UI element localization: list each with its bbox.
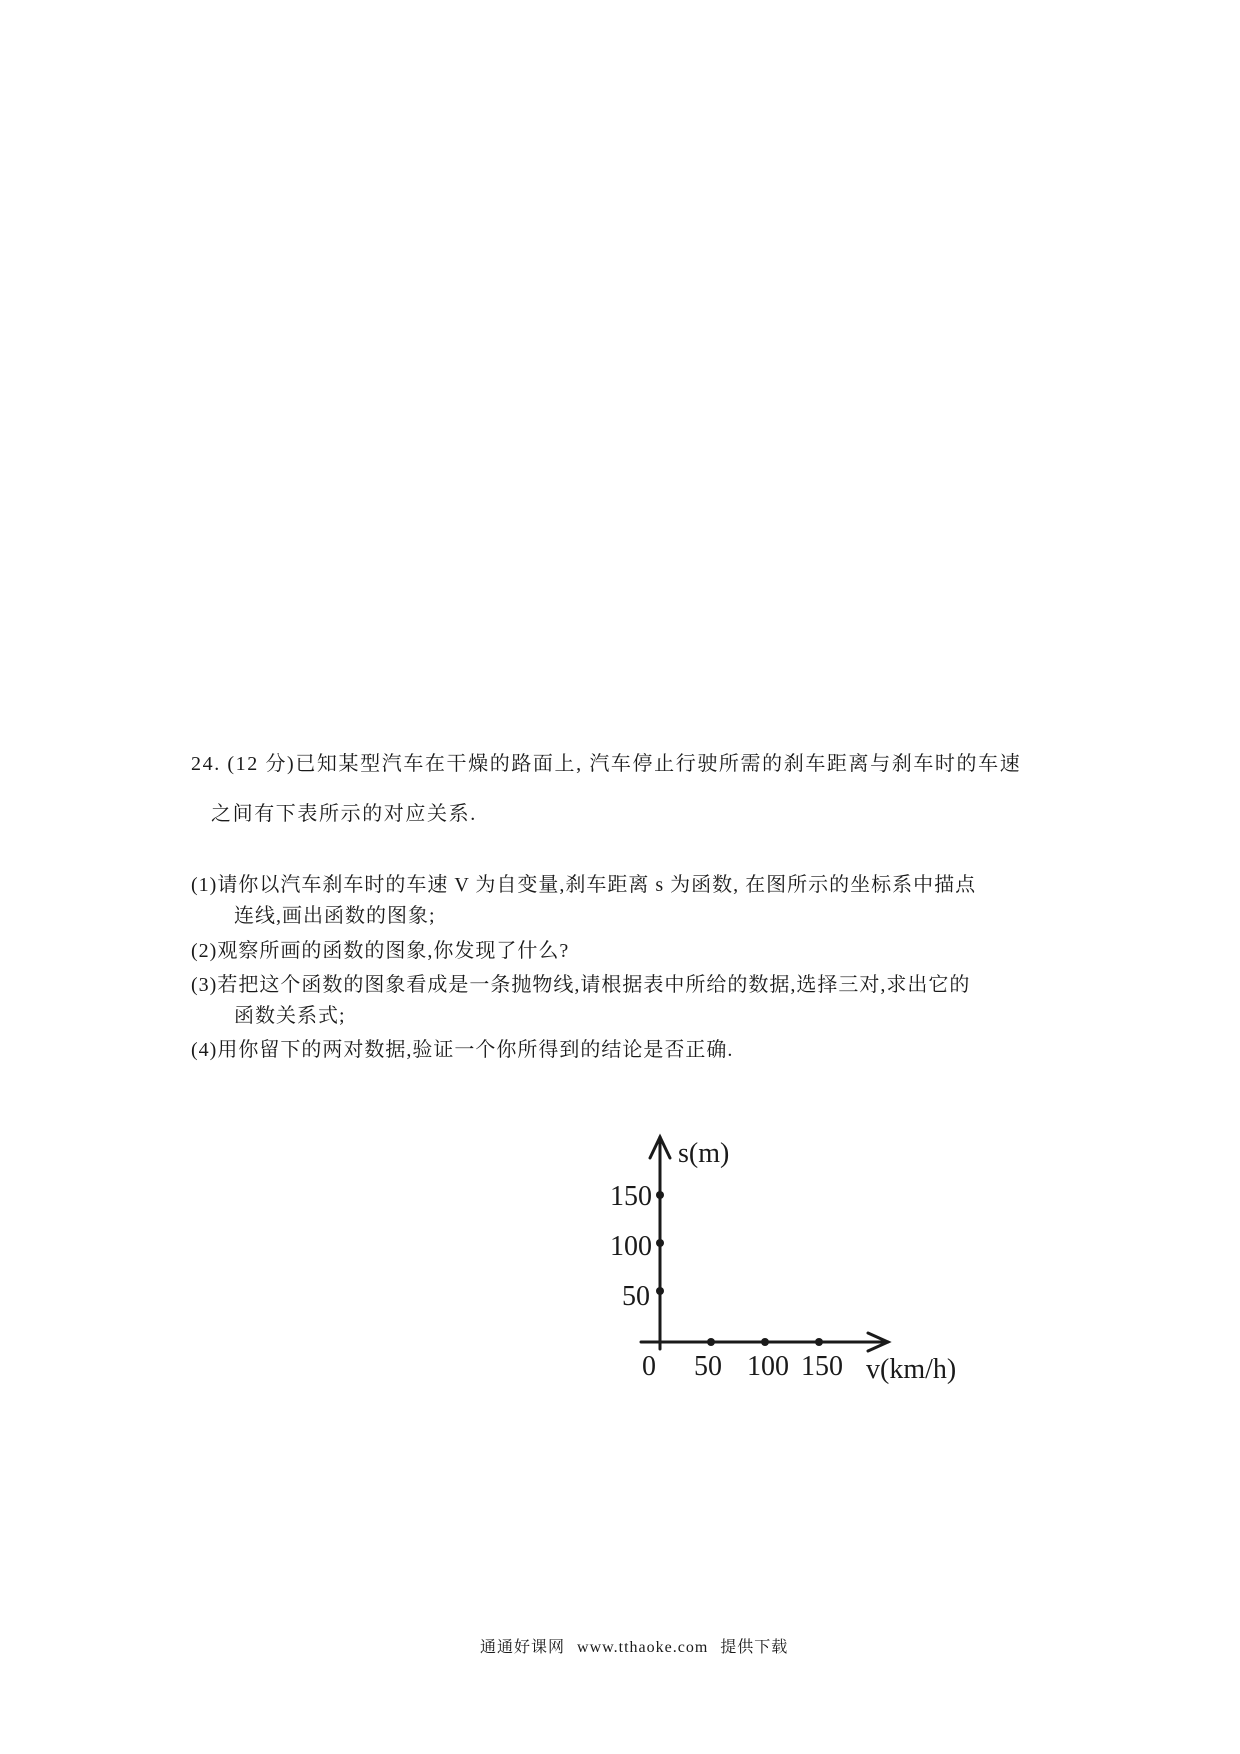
x-axis-label: v(km/h) xyxy=(866,1354,957,1385)
x-tick-dot-150 xyxy=(815,1338,823,1346)
x-tick-label-50: 50 xyxy=(694,1351,722,1382)
x-tick-label-100: 100 xyxy=(747,1351,789,1382)
y-tick-dot-100 xyxy=(656,1239,664,1247)
coordinate-system-figure xyxy=(580,1120,1000,1400)
part-2-line-1: (2)观察所画的函数的图象,你发现了什么? xyxy=(191,940,570,962)
x-tick-dot-100 xyxy=(761,1338,769,1346)
x-tick-dot-50 xyxy=(707,1338,715,1346)
page-footer xyxy=(480,1637,788,1659)
part-3-line-1: (3)若把这个函数的图象看成是一条抛物线,请根据表中所给的数据,选择三对,求出它的 xyxy=(191,974,971,996)
y-axis-label: s(m) xyxy=(678,1138,730,1169)
footer-suffix: 提供下载 xyxy=(720,1639,789,1656)
question-24-line-1: 24. (12 分)已知某型汽车在干燥的路面上, 汽车停止行驶所需的刹车距离与刹车时的车速 xyxy=(191,753,1022,775)
footer-site-name: 通通好课网 xyxy=(480,1639,566,1656)
x-tick-label-150: 150 xyxy=(801,1351,843,1382)
y-tick-dot-150 xyxy=(656,1191,664,1199)
y-tick-label-150: 150 xyxy=(610,1181,652,1212)
y-tick-dot-50 xyxy=(656,1287,664,1295)
footer-url: www.tthaoke.com xyxy=(577,1639,709,1656)
part-1-line-2: 连线,画出函数的图象; xyxy=(234,905,436,927)
y-tick-label-100: 100 xyxy=(610,1231,652,1262)
part-4-line-1: (4)用你留下的两对数据,验证一个你所得到的结论是否正确. xyxy=(191,1039,734,1061)
origin-label: 0 xyxy=(642,1351,656,1382)
question-24-line-2: 之间有下表所示的对应关系. xyxy=(211,803,477,825)
y-tick-label-50: 50 xyxy=(622,1281,650,1312)
part-1-line-1: (1)请你以汽车刹车时的车速 V 为自变量,刹车距离 s 为函数, 在图所示的坐标系中描点 xyxy=(191,874,977,896)
part-3-line-2: 函数关系式; xyxy=(234,1005,346,1027)
